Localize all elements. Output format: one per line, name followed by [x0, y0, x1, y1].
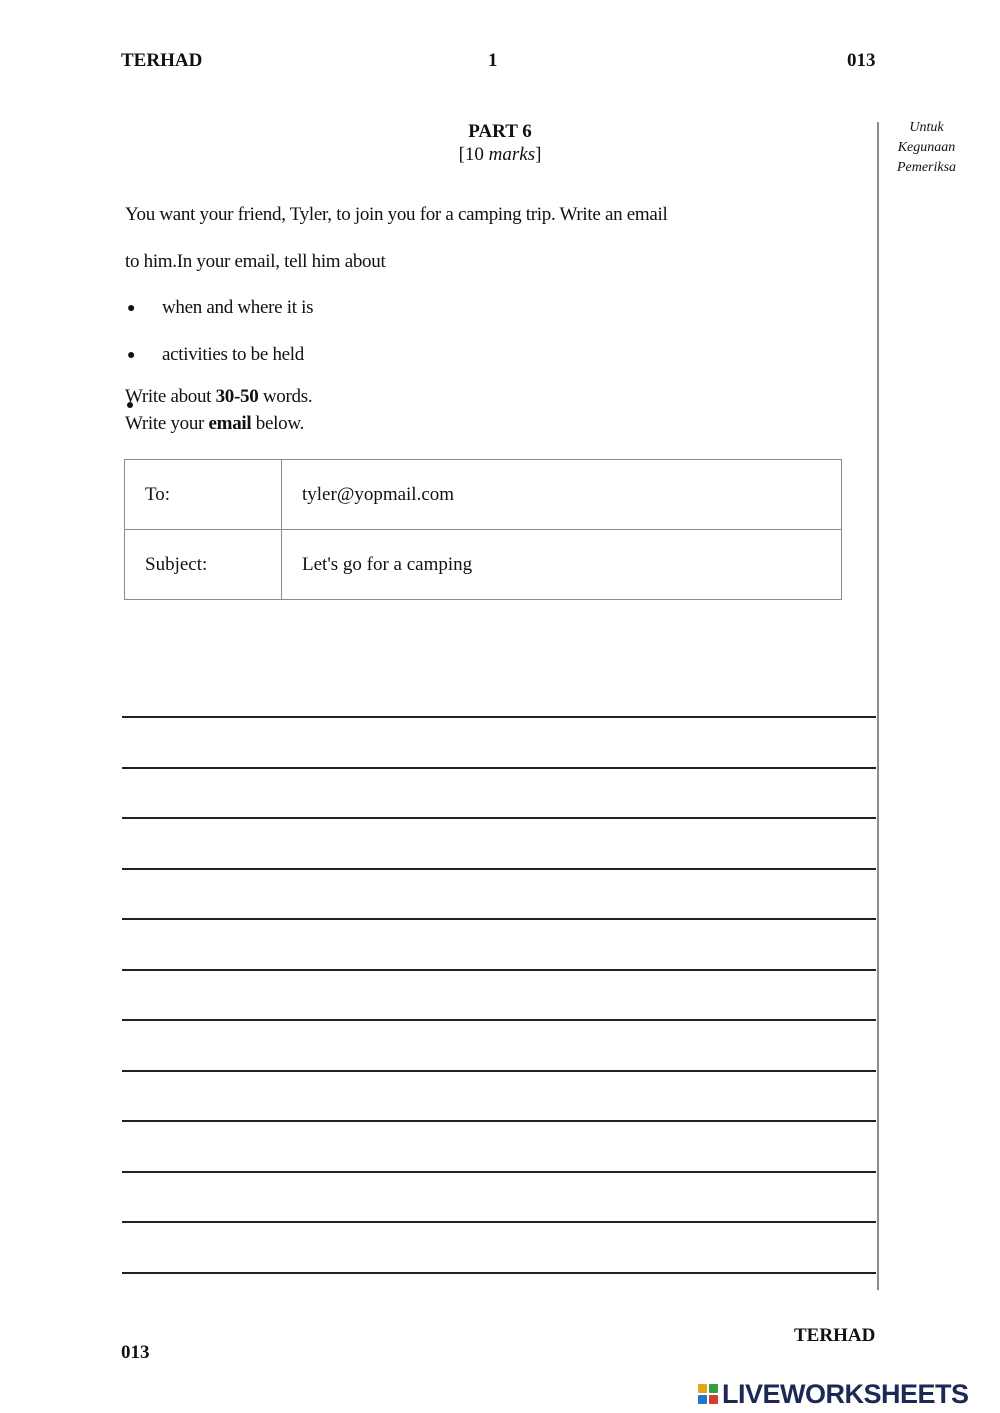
email-instruction-bold: email: [208, 413, 252, 434]
subject-label: Subject:: [125, 530, 282, 600]
writing-line[interactable]: [122, 1120, 876, 1122]
to-value-field[interactable]: tyler@yopmail.com: [282, 460, 842, 530]
logo-tile-l: [698, 1384, 707, 1393]
header-terhad: TERHAD: [121, 50, 203, 71]
email-to-row: [125, 460, 842, 530]
logo-text: LIVEWORKSHEETS: [722, 1378, 969, 1409]
email-instruction-post: below.: [251, 413, 304, 434]
examiner-line-2: Kegunaan: [897, 140, 956, 155]
header-code: 013: [847, 50, 876, 71]
marks-open: [10: [458, 144, 489, 165]
writing-line[interactable]: [122, 716, 876, 718]
marks-word: marks: [488, 144, 536, 165]
writing-line[interactable]: [122, 1171, 876, 1173]
writing-line[interactable]: [122, 969, 876, 971]
bullet-item-1: when and where it is: [162, 297, 314, 318]
instruction-line-2: to him.In your email, tell him about: [125, 251, 386, 272]
logo-tile-e: [709, 1395, 718, 1404]
email-subject-row: [125, 530, 842, 600]
writing-line[interactable]: [122, 1221, 876, 1223]
email-instruction: [125, 413, 304, 435]
logo-tile-v: [698, 1395, 707, 1404]
bullet-dot-2: ●: [127, 348, 136, 363]
examiner-use-label: [884, 118, 969, 178]
logo-tiles-icon: [698, 1384, 718, 1404]
to-label: To:: [125, 460, 282, 530]
subject-value-field[interactable]: Let's go for a camping: [282, 530, 842, 600]
liveworksheets-logo[interactable]: [698, 1378, 969, 1410]
bullet-dot-1: ●: [127, 301, 136, 316]
examiner-line-3: Pemeriksa: [896, 160, 957, 175]
writing-line[interactable]: [122, 918, 876, 920]
writing-line[interactable]: [122, 817, 876, 819]
footer-terhad: TERHAD: [794, 1325, 876, 1346]
email-instruction-pre: Write your: [125, 413, 209, 434]
writing-line[interactable]: [122, 767, 876, 769]
instruction-line-1: You want your friend, Tyler, to join you for a camping trip. Write an email: [125, 204, 668, 225]
logo-tile-i: [709, 1384, 718, 1393]
examiner-line-1: Untuk: [909, 120, 944, 135]
word-count-range: 30-50: [215, 386, 259, 407]
footer-code: 013: [121, 1342, 150, 1363]
header-page-number: 1: [488, 50, 498, 71]
writing-line[interactable]: [122, 1070, 876, 1072]
writing-line[interactable]: [122, 1019, 876, 1021]
examiner-margin-rule: [877, 122, 879, 1290]
writing-line[interactable]: [122, 868, 876, 870]
word-count-pre: Write about: [125, 386, 216, 407]
bullet-item-2: activities to be held: [162, 344, 304, 365]
email-header-table: [124, 459, 842, 600]
writing-line[interactable]: [122, 1272, 876, 1274]
word-count-post: words.: [258, 386, 313, 407]
section-title: PART 6: [468, 121, 532, 142]
word-count-instruction: [125, 386, 312, 408]
marks-close: ]: [535, 144, 542, 165]
section-marks: [400, 144, 600, 166]
